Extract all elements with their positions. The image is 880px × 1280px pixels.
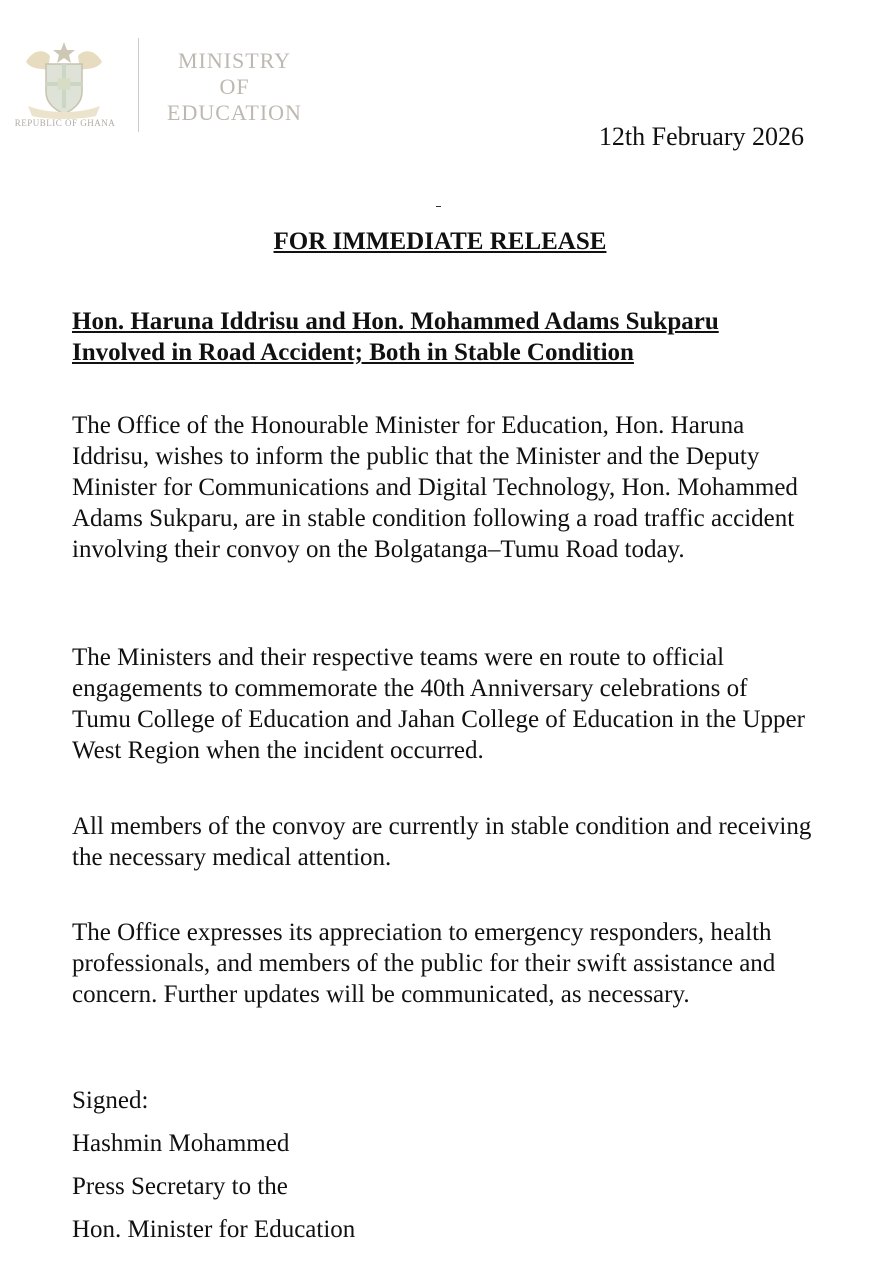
signed-label: Signed: [72, 1087, 149, 1114]
body-paragraph-4: The Office expresses its appreciation to emergency responders, health professionals, and members of the public for their swift assistance and concern. Further updates will be communicated, as necessary. [72, 919, 776, 1008]
press-headline: Hon. Haruna Iddrisu and Hon. Mohammed Adams Sukparu Involved in Road Accident; Both in Stable Condition [72, 308, 719, 366]
release-label: FOR IMMEDIATE RELEASE [273, 228, 607, 255]
ministry-wordmark [152, 48, 317, 126]
body-paragraph-3: All members of the convoy are currently in stable condition and receiving the necessary medical attention. [72, 813, 812, 871]
release-date: 12th February 2026 [598, 122, 804, 151]
body-paragraph-1: The Office of the Honourable Minister for Education, Hon. Haruna Iddrisu, wishes to inform the public that the Minister and the Deputy Minister for Communications and Digital Technology, Hon. Mohammed Adams Sukparu, are in stable condition following a road traffic accident involving their convoy on the Bolgatanga–Tumu Road today. [72, 412, 798, 563]
body-paragraph-2: The Ministers and their respective teams were en route to official engagements to commemorate the 40th Anniversary celebrations of Tumu College of Education and Jahan College of Education in the Upper West Region when the incident occurred. [72, 644, 805, 764]
separator-mark [436, 206, 441, 207]
signatory-title-line-2: Hon. Minister for Education [72, 1216, 356, 1243]
signatory-name: Hashmin Mohammed [72, 1130, 290, 1157]
ghana-coat-of-arms-icon [18, 40, 110, 120]
letterhead-divider [138, 38, 139, 132]
crest-caption: REPUBLIC OF GHANA [14, 118, 116, 128]
ministry-line-1: MINISTRY [177, 48, 292, 73]
ministry-line-2: OF [219, 74, 250, 99]
signatory-title-line-1: Press Secretary to the [72, 1173, 288, 1200]
ministry-line-3: EDUCATION [167, 100, 302, 125]
